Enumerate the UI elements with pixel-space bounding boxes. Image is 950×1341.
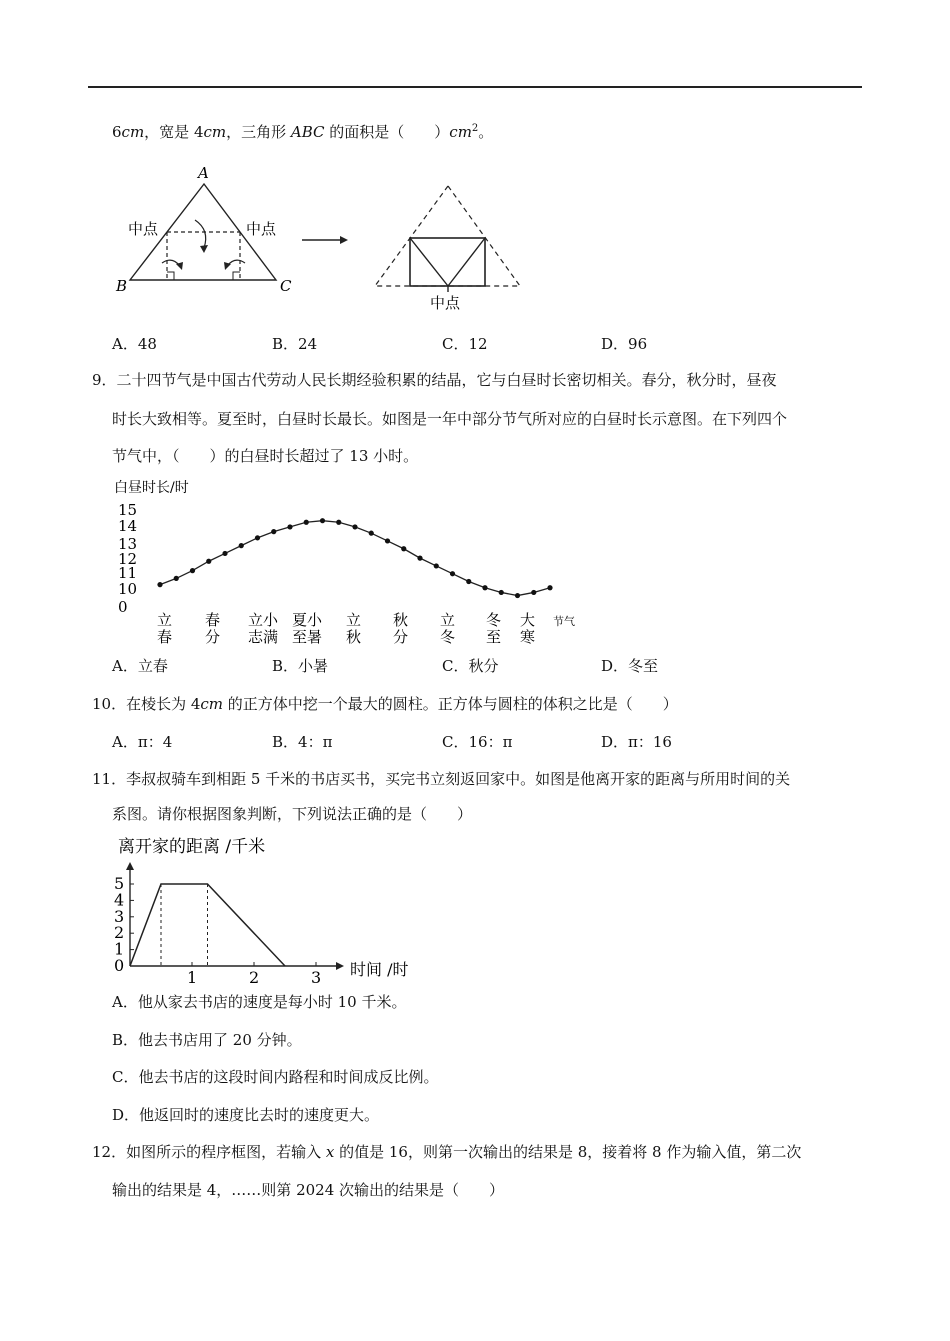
label-a: A bbox=[198, 164, 209, 182]
daylight-xtick-top: 立小 bbox=[248, 611, 279, 629]
daylight-ylabel: 白昼时长/时 bbox=[114, 480, 189, 496]
q10-text: 10．在棱长为 4cm 的正方体中挖一个最大的圆柱。正方体与圆柱的体积之比是（ ） bbox=[92, 695, 678, 713]
distance-xtick: 2 bbox=[249, 968, 260, 987]
daylight-point bbox=[287, 524, 292, 529]
daylight-point bbox=[482, 585, 487, 590]
q12-line-1: 12．如图所示的程序框图，若输入 x 的值是 16，则第一次输出的结果是 8，接着将 8 作为输入值，第二次 bbox=[92, 1143, 802, 1161]
daylight-xtick-bottom: 分 bbox=[393, 628, 409, 646]
q8-option-a[interactable]: A．48 bbox=[112, 335, 157, 353]
daylight-point bbox=[401, 546, 406, 551]
daylight-ytick: 15 bbox=[118, 501, 138, 519]
distance-ylabel: 离开家的距离 /千米 bbox=[118, 837, 266, 857]
q10-option-d[interactable]: D．π：16 bbox=[601, 733, 672, 751]
distance-ytick: 1 bbox=[114, 939, 125, 959]
daylight-xtick-bottom: 至 bbox=[486, 628, 502, 646]
q9-line-3: 节气中，（ ）的白昼时长超过了 13 小时。 bbox=[112, 447, 419, 465]
daylight-xtick-bottom: 志满 bbox=[248, 628, 279, 646]
fold-arrow-top-head bbox=[200, 245, 208, 253]
daylight-point bbox=[352, 524, 357, 529]
fold-edge-left bbox=[410, 238, 448, 286]
daylight-point bbox=[255, 535, 260, 540]
daylight-point bbox=[320, 518, 325, 523]
q9-option-c[interactable]: C．秋分 bbox=[442, 657, 499, 675]
daylight-xtick-bottom: 冬 bbox=[440, 628, 456, 646]
q8-option-b[interactable]: B．24 bbox=[272, 335, 318, 353]
daylight-xtick-top: 春 bbox=[205, 611, 221, 629]
fold-arrow-top bbox=[195, 220, 206, 248]
distance-xtick: 3 bbox=[311, 968, 322, 987]
daylight-xtick-top: 立 bbox=[440, 611, 456, 629]
distance-ytick: 4 bbox=[114, 890, 125, 910]
daylight-xtick-top: 大 bbox=[520, 611, 536, 629]
q11-option-b[interactable]: B．他去书店用了 20 分钟。 bbox=[112, 1031, 302, 1049]
daylight-point bbox=[206, 559, 211, 564]
q11-option-a[interactable]: A．他从家去书店的速度是每小时 10 千米。 bbox=[112, 993, 407, 1011]
daylight-xtick-bottom: 至暑 bbox=[292, 628, 323, 646]
daylight-point bbox=[174, 576, 179, 581]
daylight-point bbox=[434, 563, 439, 568]
q9-option-b[interactable]: B．小暑 bbox=[272, 657, 329, 675]
distance-chart bbox=[100, 830, 460, 990]
daylight-point bbox=[531, 590, 536, 595]
daylight-point bbox=[385, 538, 390, 543]
q11-option-d[interactable]: D．他返回时的速度比去时的速度更大。 bbox=[112, 1106, 380, 1124]
outline-triangle-dashed bbox=[375, 186, 520, 286]
daylight-ytick: 10 bbox=[118, 580, 138, 598]
header-rule bbox=[88, 86, 862, 88]
q12-line-2: 输出的结果是 4，……则第 2024 次输出的结果是（ ） bbox=[112, 1181, 505, 1199]
daylight-point bbox=[304, 520, 309, 525]
q10-option-a[interactable]: A．π：4 bbox=[112, 733, 173, 751]
label-midpoint-bottom: 中点 bbox=[430, 294, 461, 312]
q8-text: 6cm，宽是 4cm，三角形 ABC 的面积是（ ）$cm^2$。 bbox=[112, 123, 494, 141]
daylight-point bbox=[222, 551, 227, 556]
q9-option-a[interactable]: A．立春 bbox=[112, 657, 168, 675]
daylight-point bbox=[417, 556, 422, 561]
folded-rectangle bbox=[410, 238, 485, 286]
daylight-ytick: 13 bbox=[118, 535, 138, 553]
distance-ytick: 3 bbox=[114, 906, 125, 926]
distance-ytick: 2 bbox=[114, 923, 125, 943]
right-angle-right bbox=[233, 272, 240, 280]
daylight-point bbox=[271, 529, 276, 534]
daylight-xtick-top: 立 bbox=[346, 611, 362, 629]
daylight-point bbox=[499, 590, 504, 595]
label-midpoint-left: 中点 bbox=[128, 220, 159, 238]
distance-y-arrow bbox=[126, 862, 134, 870]
daylight-point bbox=[466, 579, 471, 584]
daylight-xlabel: 节气 bbox=[553, 615, 575, 628]
daylight-point bbox=[157, 582, 162, 587]
daylight-xtick-top: 冬 bbox=[486, 611, 502, 629]
distance-ytick: 0 bbox=[114, 956, 125, 975]
label-b: B bbox=[116, 277, 128, 295]
distance-x-arrow bbox=[336, 962, 344, 970]
daylight-point bbox=[190, 568, 195, 573]
label-midpoint-right: 中点 bbox=[246, 220, 277, 238]
daylight-xtick-bottom: 寒 bbox=[520, 628, 536, 646]
daylight-ytick: 0 bbox=[118, 598, 128, 616]
daylight-series-line bbox=[160, 521, 550, 596]
daylight-xtick-top: 立 bbox=[157, 611, 173, 629]
distance-ytick: 5 bbox=[114, 874, 125, 893]
distance-xtick: 1 bbox=[187, 968, 198, 987]
q11-line-1: 11．李叔叔骑车到相距 5 千米的书店买书，买完书立刻返回家中。如图是他离开家的距离与所用时间的关 bbox=[92, 770, 791, 788]
right-angle-left bbox=[167, 272, 174, 280]
q9-line-1: 9．二十四节气是中国古代劳动人民长期经验积累的结晶，它与白昼时长密切相关。春分，秋分时，昼夜 bbox=[92, 371, 777, 389]
daylight-ytick: 14 bbox=[118, 517, 138, 535]
label-c: C bbox=[280, 277, 292, 295]
daylight-xtick-bottom: 春 bbox=[157, 628, 173, 646]
q8-option-d[interactable]: D．96 bbox=[601, 335, 648, 353]
daylight-ytick: 12 bbox=[118, 550, 138, 568]
q9-line-2: 时长大致相等。夏至时，白昼时长最长。如图是一年中部分节气所对应的白昼时长示意图。在下列四个 bbox=[112, 410, 788, 428]
daylight-xtick-top: 夏小 bbox=[292, 611, 323, 629]
daylight-point bbox=[369, 531, 374, 536]
q10-option-c[interactable]: C．16：π bbox=[442, 733, 513, 751]
q11-option-c[interactable]: C．他去书店的这段时间内路程和时间成反比例。 bbox=[112, 1068, 439, 1086]
distance-xlabel: 时间 /时 bbox=[350, 960, 409, 979]
daylight-point bbox=[515, 593, 520, 598]
daylight-ytick: 11 bbox=[118, 564, 138, 582]
daylight-point bbox=[547, 585, 552, 590]
daylight-point bbox=[450, 571, 455, 576]
q10-option-b[interactable]: B．4：π bbox=[272, 733, 333, 751]
daylight-xtick-bottom: 秋 bbox=[346, 628, 362, 646]
q8-option-c[interactable]: C．12 bbox=[442, 335, 488, 353]
q8-figure bbox=[100, 160, 540, 320]
daylight-xtick-bottom: 分 bbox=[205, 628, 221, 646]
transform-arrow-head bbox=[340, 236, 348, 244]
daylight-xtick-top: 秋 bbox=[393, 611, 409, 629]
daylight-chart bbox=[100, 474, 600, 649]
q9-option-d[interactable]: D．冬至 bbox=[601, 657, 659, 675]
q11-line-2: 系图。请你根据图象判断，下列说法正确的是（ ） bbox=[112, 805, 473, 823]
fold-edge-right bbox=[448, 238, 485, 286]
daylight-point bbox=[336, 520, 341, 525]
daylight-point bbox=[239, 543, 244, 548]
